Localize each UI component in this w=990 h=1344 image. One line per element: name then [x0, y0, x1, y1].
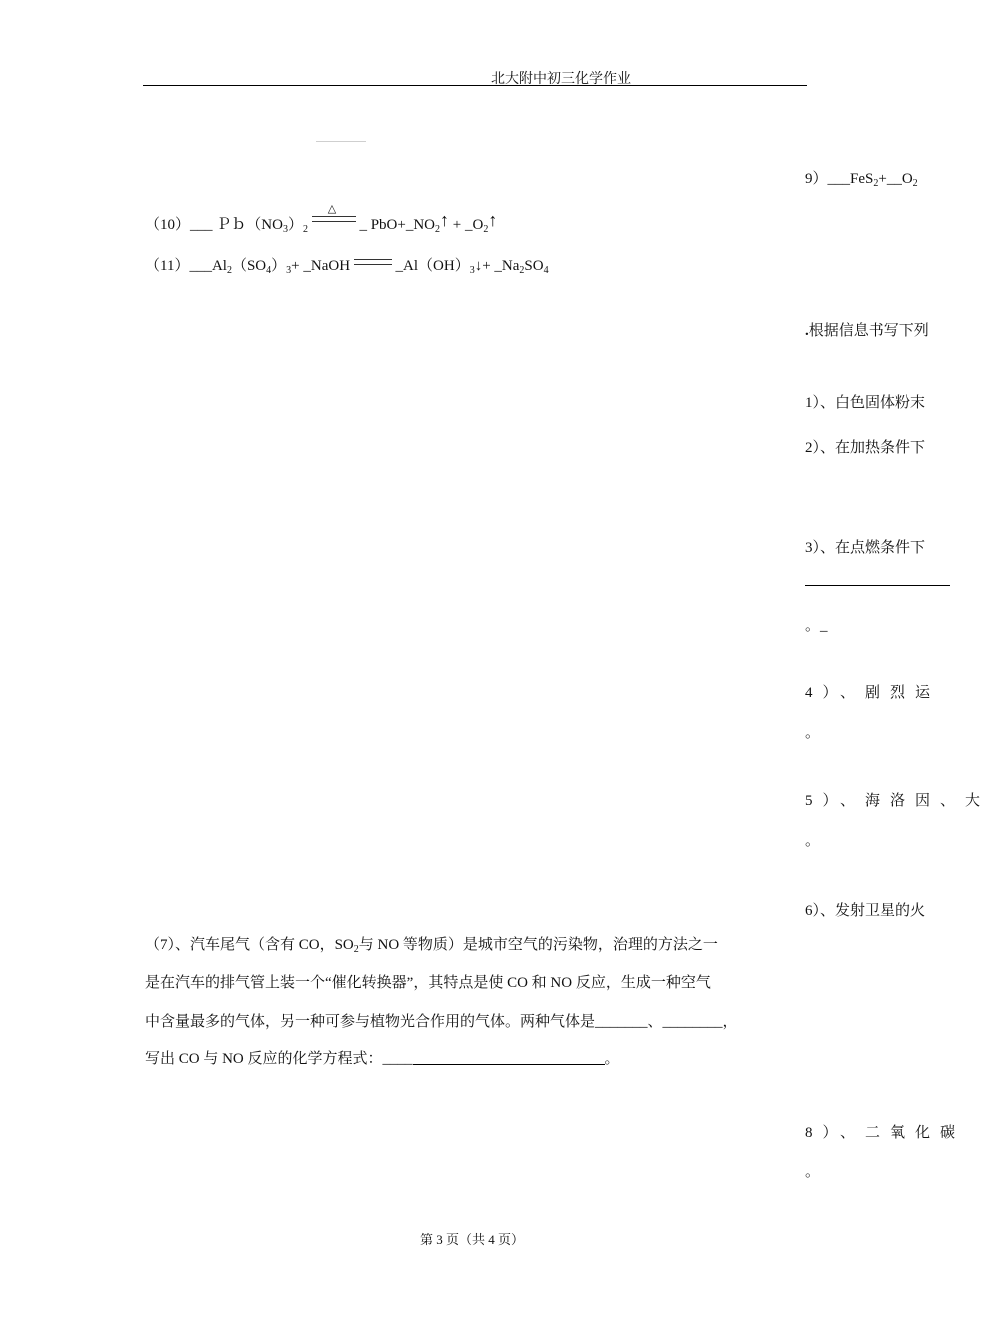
answer-blank-2[interactable]: ________: [662, 1014, 723, 1030]
q9-equation: $9)\_\_\_FeS_2+\_\_O_2$: [805, 171, 918, 189]
gas-up-arrow: ↑: [440, 210, 450, 230]
item-3-answer-line: [805, 585, 950, 586]
item-4-end: 。: [805, 725, 821, 741]
equals-sign: [354, 258, 392, 268]
item-6: 6）、发射卫星的火: [805, 903, 926, 919]
page-header-title: 北大附中初三化学作业: [491, 72, 631, 87]
answer-blank-1[interactable]: _______: [595, 1014, 648, 1030]
faint-rule: [316, 141, 366, 142]
item-3-end: 。_: [805, 618, 828, 634]
header-rule: [143, 85, 807, 86]
intro-bullet: .: [805, 323, 809, 339]
q7-line-3: 中含量最多的气体，另一种可参与植物光合作用的气体。两种气体是_______、________，: [145, 1014, 738, 1030]
item-5: 5）、海洛因、大: [805, 793, 990, 809]
section-intro: .根据信息书写下列: [805, 323, 929, 339]
q7-line-4: 写出 CO 与 NO 反应的化学方程式：____ 。: [145, 1051, 620, 1067]
equation-10: （10）___ $Pb(NO_3)_2$ △ _ $PbO+\_NO_2↑$ + $\_O_2↑$: [145, 203, 498, 235]
item-1: 1）、白色固体粉末: [805, 395, 926, 411]
item-5-end: 。: [805, 833, 821, 849]
gas-up-arrow: ↑: [488, 210, 498, 230]
heating-condition-sign: △: [312, 212, 356, 224]
item-2: 2）、在加热条件下: [805, 440, 926, 456]
equation-11: $(11)\_\_\_Al_2(SO_4)_3+$ _NaOH $\_Al(OH)_3↓+$ $\_Na_2SO_4$: [145, 258, 549, 276]
equation-answer-blank[interactable]: ____: [383, 1051, 605, 1067]
q7-line-2: 是在汽车的排气管上装一个“催化转换器”，其特点是使 CO 和 NO 反应，生成一种空气: [145, 975, 711, 991]
item-8-end: 。: [805, 1164, 821, 1180]
item-4: 4）、剧烈运: [805, 685, 941, 701]
item-8: 8）、二氧化碳: [805, 1125, 966, 1141]
page-footer: 第 3 页（共 4 页）: [420, 1232, 525, 1247]
q7-line-1: （7）、汽车尾气（含有 CO，$SO_2$与 NO 等物质）是城市空气的污染物，治理的方法之一: [145, 937, 718, 955]
item-3: 3）、在点燃条件下: [805, 540, 926, 556]
